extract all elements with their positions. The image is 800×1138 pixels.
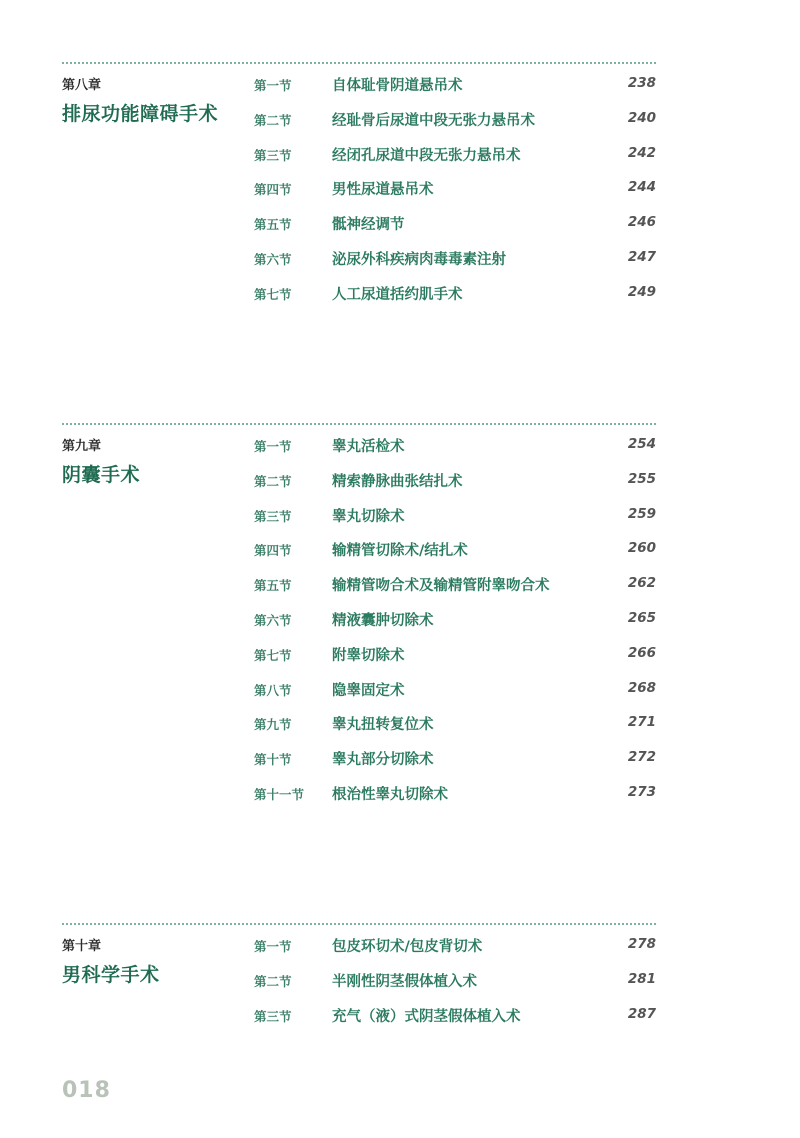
section-page: 262 <box>627 575 656 592</box>
section-page: 266 <box>627 644 656 661</box>
section-number: 第四节 <box>254 182 292 198</box>
section-title[interactable]: 充气（液）式阴茎假体植入术 <box>332 1008 521 1025</box>
toc-entry[interactable] <box>254 435 656 470</box>
toc-entry[interactable] <box>254 970 656 1005</box>
section-title[interactable]: 经耻骨后尿道中段无张力悬吊术 <box>332 112 535 129</box>
section-page: 244 <box>627 179 656 196</box>
section-number: 第七节 <box>254 286 292 302</box>
toc-entry[interactable] <box>254 178 656 213</box>
section-number: 第三节 <box>254 147 292 163</box>
chapter-8 <box>62 62 656 303</box>
toc-entry[interactable] <box>254 283 656 318</box>
toc-entry[interactable] <box>254 213 656 248</box>
section-page: 287 <box>627 1005 656 1022</box>
section-title[interactable]: 人工尿道括约肌手术 <box>332 286 463 303</box>
section-title[interactable]: 自体耻骨阴道悬吊术 <box>332 78 463 94</box>
toc-entry[interactable] <box>254 539 656 574</box>
toc-entry[interactable] <box>254 144 656 179</box>
toc-entry[interactable] <box>254 574 656 609</box>
section-number: 第八节 <box>254 682 292 698</box>
toc-entry[interactable] <box>254 679 656 714</box>
section-page: 255 <box>627 470 656 487</box>
section-page: 272 <box>627 749 656 766</box>
chapter-divider <box>62 923 656 925</box>
chapter-title: 男科学手术 <box>62 964 160 986</box>
section-title[interactable]: 精液囊肿切除术 <box>332 612 434 629</box>
section-title[interactable]: 输精管切除术/结扎术 <box>332 543 468 560</box>
toc-entry[interactable] <box>254 783 656 818</box>
section-title[interactable]: 精索静脉曲张结扎术 <box>332 473 463 490</box>
section-title[interactable]: 包皮环切术/包皮背切术 <box>332 939 483 955</box>
section-number: 第二节 <box>254 973 292 989</box>
section-title[interactable]: 附睾切除术 <box>332 647 405 664</box>
chapter-title: 排尿功能障碍手术 <box>62 103 219 125</box>
section-title[interactable]: 半刚性阴茎假体植入术 <box>332 973 477 990</box>
section-title[interactable]: 根治性睾丸切除术 <box>332 786 448 803</box>
chapter-number: 第十章 <box>62 939 102 954</box>
section-page: 247 <box>627 248 656 265</box>
section-title[interactable]: 泌尿外科疾病肉毒毒素注射 <box>332 251 506 268</box>
toc-entry[interactable] <box>254 713 656 748</box>
section-number: 第二节 <box>254 473 292 489</box>
chapter-number: 第九章 <box>62 439 102 454</box>
section-number: 第十节 <box>254 752 292 768</box>
section-number: 第五节 <box>254 578 292 594</box>
toc-entry[interactable] <box>254 74 656 109</box>
section-page: 240 <box>627 109 656 126</box>
section-title[interactable]: 睾丸活检术 <box>332 439 405 455</box>
section-page: 246 <box>627 214 656 231</box>
section-page: 271 <box>627 714 656 731</box>
section-title[interactable]: 隐睾固定术 <box>332 682 405 699</box>
section-page: 273 <box>627 783 656 800</box>
toc-entry[interactable] <box>254 109 656 144</box>
chapter-9 <box>62 423 656 803</box>
section-title[interactable]: 睾丸部分切除术 <box>332 752 434 769</box>
page-number: 018 <box>62 1078 111 1103</box>
section-number: 第三节 <box>254 508 292 524</box>
section-number: 第十一节 <box>254 786 305 802</box>
section-title[interactable]: 睾丸切除术 <box>332 508 405 525</box>
section-number: 第五节 <box>254 217 292 233</box>
section-page: 265 <box>627 609 656 626</box>
chapter-number: 第八章 <box>62 78 102 93</box>
toc-entry[interactable] <box>254 609 656 644</box>
section-number: 第七节 <box>254 647 292 663</box>
section-number: 第三节 <box>254 1008 292 1024</box>
section-page: 268 <box>627 679 656 696</box>
toc-entry[interactable] <box>254 935 656 970</box>
section-title[interactable]: 男性尿道悬吊术 <box>332 182 434 199</box>
section-number: 第二节 <box>254 112 292 128</box>
section-page: 278 <box>627 936 656 952</box>
section-number: 第一节 <box>254 78 292 93</box>
section-list <box>254 74 656 318</box>
section-page: 259 <box>627 505 656 522</box>
section-number: 第一节 <box>254 439 292 454</box>
chapter-divider <box>62 62 656 64</box>
chapter-divider <box>62 423 656 425</box>
chapter-title: 阴囊手术 <box>62 464 141 486</box>
section-number: 第六节 <box>254 251 292 267</box>
section-page: 249 <box>627 283 656 300</box>
section-list <box>254 435 656 818</box>
toc-entry[interactable] <box>254 505 656 540</box>
section-title[interactable]: 睾丸扭转复位术 <box>332 717 434 734</box>
toc-entry[interactable] <box>254 1005 656 1040</box>
toc-entry[interactable] <box>254 748 656 783</box>
section-number: 第六节 <box>254 612 292 628</box>
section-page: 254 <box>627 436 656 452</box>
toc-entry[interactable] <box>254 248 656 283</box>
section-page: 281 <box>627 970 656 987</box>
section-number: 第九节 <box>254 717 292 733</box>
section-page: 260 <box>627 540 656 557</box>
section-number: 第四节 <box>254 543 292 559</box>
chapter-10 <box>62 923 656 1025</box>
toc-entry[interactable] <box>254 470 656 505</box>
section-number: 第一节 <box>254 939 292 954</box>
section-list <box>254 935 656 1039</box>
section-title[interactable]: 输精管吻合术及输精管附睾吻合术 <box>332 578 550 595</box>
toc-entry[interactable] <box>254 644 656 679</box>
section-title[interactable]: 骶神经调节 <box>332 217 405 234</box>
section-page: 242 <box>627 144 656 161</box>
section-page: 238 <box>627 75 656 91</box>
section-title[interactable]: 经闭孔尿道中段无张力悬吊术 <box>332 147 521 164</box>
